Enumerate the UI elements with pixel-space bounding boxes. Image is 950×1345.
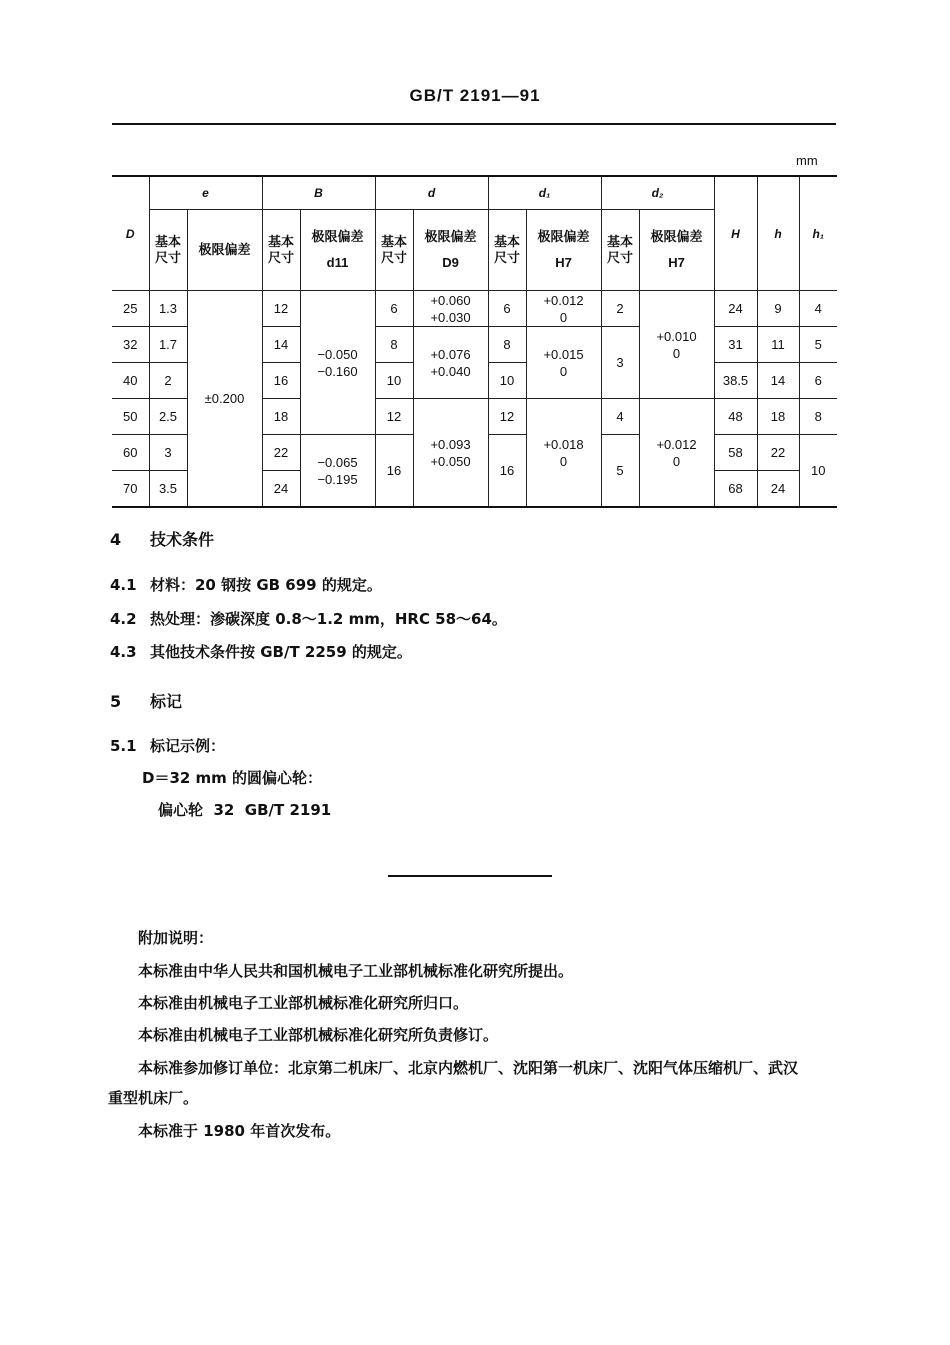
cell-d: 16 xyxy=(375,435,413,508)
notes-line-1: 本标准由中华人民共和国机械电子工业部机械标准化研究所提出。 xyxy=(138,962,574,980)
cell-d: 8 xyxy=(375,327,413,363)
table-row xyxy=(112,291,837,327)
cell-H: 24 xyxy=(714,291,757,327)
cell-D: 70 xyxy=(112,471,149,508)
cell-e-dev: ±0.200 xyxy=(187,291,262,508)
header-d1-dev: 极限偏差 H7 xyxy=(526,210,601,291)
cell-h1: 10 xyxy=(799,435,837,508)
header-h: h xyxy=(757,176,799,291)
cell-e: 1.7 xyxy=(149,327,187,363)
end-rule xyxy=(388,875,552,877)
cell-d1: 6 xyxy=(488,291,526,327)
header-d1-basic: 基本 尺寸 xyxy=(488,210,526,291)
cell-d2-dev: +0.012 0 xyxy=(639,399,714,508)
header-d-dev: 极限偏差 D9 xyxy=(413,210,488,291)
unit-label: mm xyxy=(796,153,818,168)
header-d: d xyxy=(375,176,488,210)
cell-D: 60 xyxy=(112,435,149,471)
cell-B: 12 xyxy=(262,291,300,327)
cell-d1: 12 xyxy=(488,399,526,435)
cell-d: 12 xyxy=(375,399,413,435)
notes-title: 附加说明： xyxy=(138,929,214,947)
notes-line-3: 本标准由机械电子工业部机械标准化研究所负责修订。 xyxy=(138,1026,499,1044)
cell-B: 14 xyxy=(262,327,300,363)
cell-d1-dev: +0.012 0 xyxy=(526,291,601,327)
cell-d2: 5 xyxy=(601,435,639,508)
cell-H: 58 xyxy=(714,435,757,471)
header-B: B xyxy=(262,176,375,210)
cell-h: 11 xyxy=(757,327,799,363)
cell-h1: 6 xyxy=(799,363,837,399)
cell-e: 2 xyxy=(149,363,187,399)
cell-B: 24 xyxy=(262,471,300,508)
cell-e: 3.5 xyxy=(149,471,187,508)
header-d2-basic: 基本 尺寸 xyxy=(601,210,639,291)
header-rule xyxy=(112,123,836,125)
header-h1: h₁ xyxy=(799,176,837,291)
cell-d2: 2 xyxy=(601,291,639,327)
standard-code: GB/T 2191—91 xyxy=(409,86,541,105)
header-B-basic: 基本 尺寸 xyxy=(262,210,300,291)
section-5-heading: 5 标记 xyxy=(110,692,183,711)
cell-h: 14 xyxy=(757,363,799,399)
cell-D: 50 xyxy=(112,399,149,435)
header-B-dev: 极限偏差 d11 xyxy=(300,210,375,291)
cell-B-dev: −0.050 −0.160 xyxy=(300,291,375,435)
cell-h: 24 xyxy=(757,471,799,508)
header-d-basic: 基本 尺寸 xyxy=(375,210,413,291)
clause-4-3: 4.3 其他技术条件按 GB/T 2259 的规定。 xyxy=(110,643,412,661)
cell-d1: 10 xyxy=(488,363,526,399)
header-d2-dev: 极限偏差 H7 xyxy=(639,210,714,291)
cell-H: 68 xyxy=(714,471,757,508)
cell-d-dev: +0.060 +0.030 xyxy=(413,291,488,327)
cell-H: 38.5 xyxy=(714,363,757,399)
cell-d-dev: +0.093 +0.050 xyxy=(413,399,488,508)
cell-h: 9 xyxy=(757,291,799,327)
notes-line-4a: 本标准参加修订单位：北京第二机床厂、北京内燃机厂、沈阳第一机床厂、沈阳气体压缩机厂、武汉 xyxy=(138,1059,799,1077)
cell-d: 10 xyxy=(375,363,413,399)
notes-line-4b: 重型机床厂。 xyxy=(108,1089,199,1107)
cell-h1: 4 xyxy=(799,291,837,327)
cell-H: 31 xyxy=(714,327,757,363)
clause-5-1: 5.1 标记示例： xyxy=(110,737,226,755)
cell-d2: 4 xyxy=(601,399,639,435)
cell-D: 32 xyxy=(112,327,149,363)
clause-4-1: 4.1 材料：20 钢按 GB 699 的规定。 xyxy=(110,576,382,594)
cell-d-dev: +0.076 +0.040 xyxy=(413,327,488,399)
cell-D: 25 xyxy=(112,291,149,327)
cell-d: 6 xyxy=(375,291,413,327)
cell-h: 18 xyxy=(757,399,799,435)
dimension-table xyxy=(112,175,837,508)
header-e-dev: 极限偏差 xyxy=(187,210,262,291)
cell-H: 48 xyxy=(714,399,757,435)
cell-h1: 5 xyxy=(799,327,837,363)
header-H: H xyxy=(714,176,757,291)
header-e: e xyxy=(149,176,262,210)
header-e-basic: 基本 尺寸 xyxy=(149,210,187,291)
cell-h1: 8 xyxy=(799,399,837,435)
cell-D: 40 xyxy=(112,363,149,399)
cell-d1: 8 xyxy=(488,327,526,363)
cell-d1-dev: +0.015 0 xyxy=(526,327,601,399)
notes-line-2: 本标准由机械电子工业部机械标准化研究所归口。 xyxy=(138,994,469,1012)
cell-B-dev: −0.065 −0.195 xyxy=(300,435,375,508)
notes-line-5: 本标准于 1980 年首次发布。 xyxy=(138,1122,341,1140)
clause-4-2: 4.2 热处理：渗碳深度 0.8～1.2 mm，HRC 58～64。 xyxy=(110,610,507,628)
marking-example-line-1: D＝32 mm 的圆偏心轮： xyxy=(142,769,323,787)
cell-e: 3 xyxy=(149,435,187,471)
header-d2: d₂ xyxy=(601,176,714,210)
section-4-heading: 4 技术条件 xyxy=(110,530,215,549)
cell-d2: 3 xyxy=(601,327,639,399)
cell-B: 22 xyxy=(262,435,300,471)
cell-d2-dev: +0.010 0 xyxy=(639,291,714,399)
cell-d1-dev: +0.018 0 xyxy=(526,399,601,508)
cell-e: 1.3 xyxy=(149,291,187,327)
header-d1: d₁ xyxy=(488,176,601,210)
marking-example-line-2: 偏心轮 32 GB/T 2191 xyxy=(158,801,332,819)
cell-d1: 16 xyxy=(488,435,526,508)
header-D: D xyxy=(112,176,149,291)
cell-B: 16 xyxy=(262,363,300,399)
cell-e: 2.5 xyxy=(149,399,187,435)
cell-B: 18 xyxy=(262,399,300,435)
cell-h: 22 xyxy=(757,435,799,471)
